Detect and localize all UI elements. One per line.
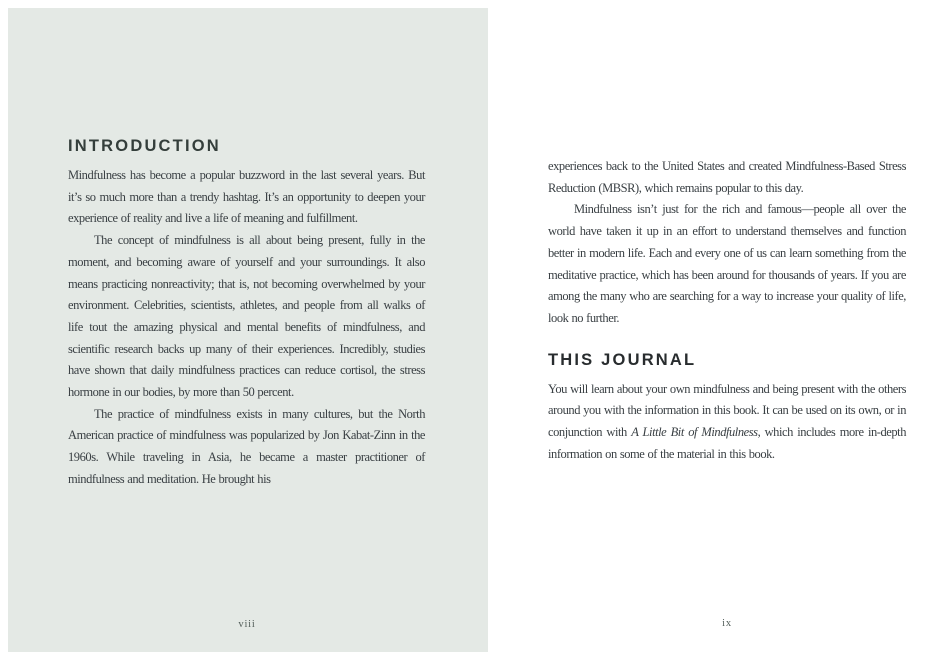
journal-paragraph <box>548 379 906 466</box>
left-page-content <box>68 137 425 491</box>
right-page-content <box>548 156 906 465</box>
introduction-heading: INTRODUCTION <box>68 137 221 155</box>
intro-paragraph-3: The practice of mindfulness exists in many cultures, but the North American practice of mindfulness was popularized by Jon Kabat-Zinn in the 1960s. While traveling in Asia, he became a master practitioner of mindfulness and meditation. He brought his <box>68 406 425 486</box>
journal-text-segment-after: , which includes more in-depth information on some of the material in this book. <box>548 425 906 461</box>
intro-paragraph-2: The concept of mindfulness is all about being present, fully in the moment, and becoming aware of yourself and your surroundings. It also means practicing nonreactivity; that is, not becoming overwhelmed by your environment. Celebrities, scientists, athletes, and people from all walks of life tout the amazing physical and mental benefits of mindfulness, and scientific research backs up many of their experiences. Incredibly, studies have shown that daily mindfulness practices can reduce cortisol, the stress hormone in our bodies, by more than 50 percent. <box>68 233 425 400</box>
continuation-paragraph-1: experiences back to the United States and created Mindfulness-Based Stress Reduction (MBSR), which remains popular to this day. <box>548 159 906 195</box>
book-title-italic: A Little Bit of Mindfulness <box>631 425 758 440</box>
intro-paragraph-1: Mindfulness has become a popular buzzword in the last several years. But it’s so much more than a trendy hashtag. It’s an opportunity to deepen your experience of reality and live a life of meaning and fulfillment. <box>68 168 425 226</box>
journal-text-segment-before: You will learn about your own mindfulness and being present with the others around you with the information in this book. It can be used on its own, or in conjunction with <box>548 381 906 440</box>
this-journal-heading: THIS JOURNAL <box>548 350 697 369</box>
continuation-paragraph-2: Mindfulness isn’t just for the rich and famous—people all over the world have taken it up in an effort to understand themselves and function better in modern life. Each and every one of us can learn something from the meditative practice, which has been around for thousands of years. If you are among the many who are searching for a way to increase your quality of life, look no further. <box>548 202 906 325</box>
left-page <box>8 8 488 652</box>
right-page <box>488 0 940 660</box>
right-page-number: ix <box>722 618 732 629</box>
left-page-number: viii <box>238 619 256 630</box>
